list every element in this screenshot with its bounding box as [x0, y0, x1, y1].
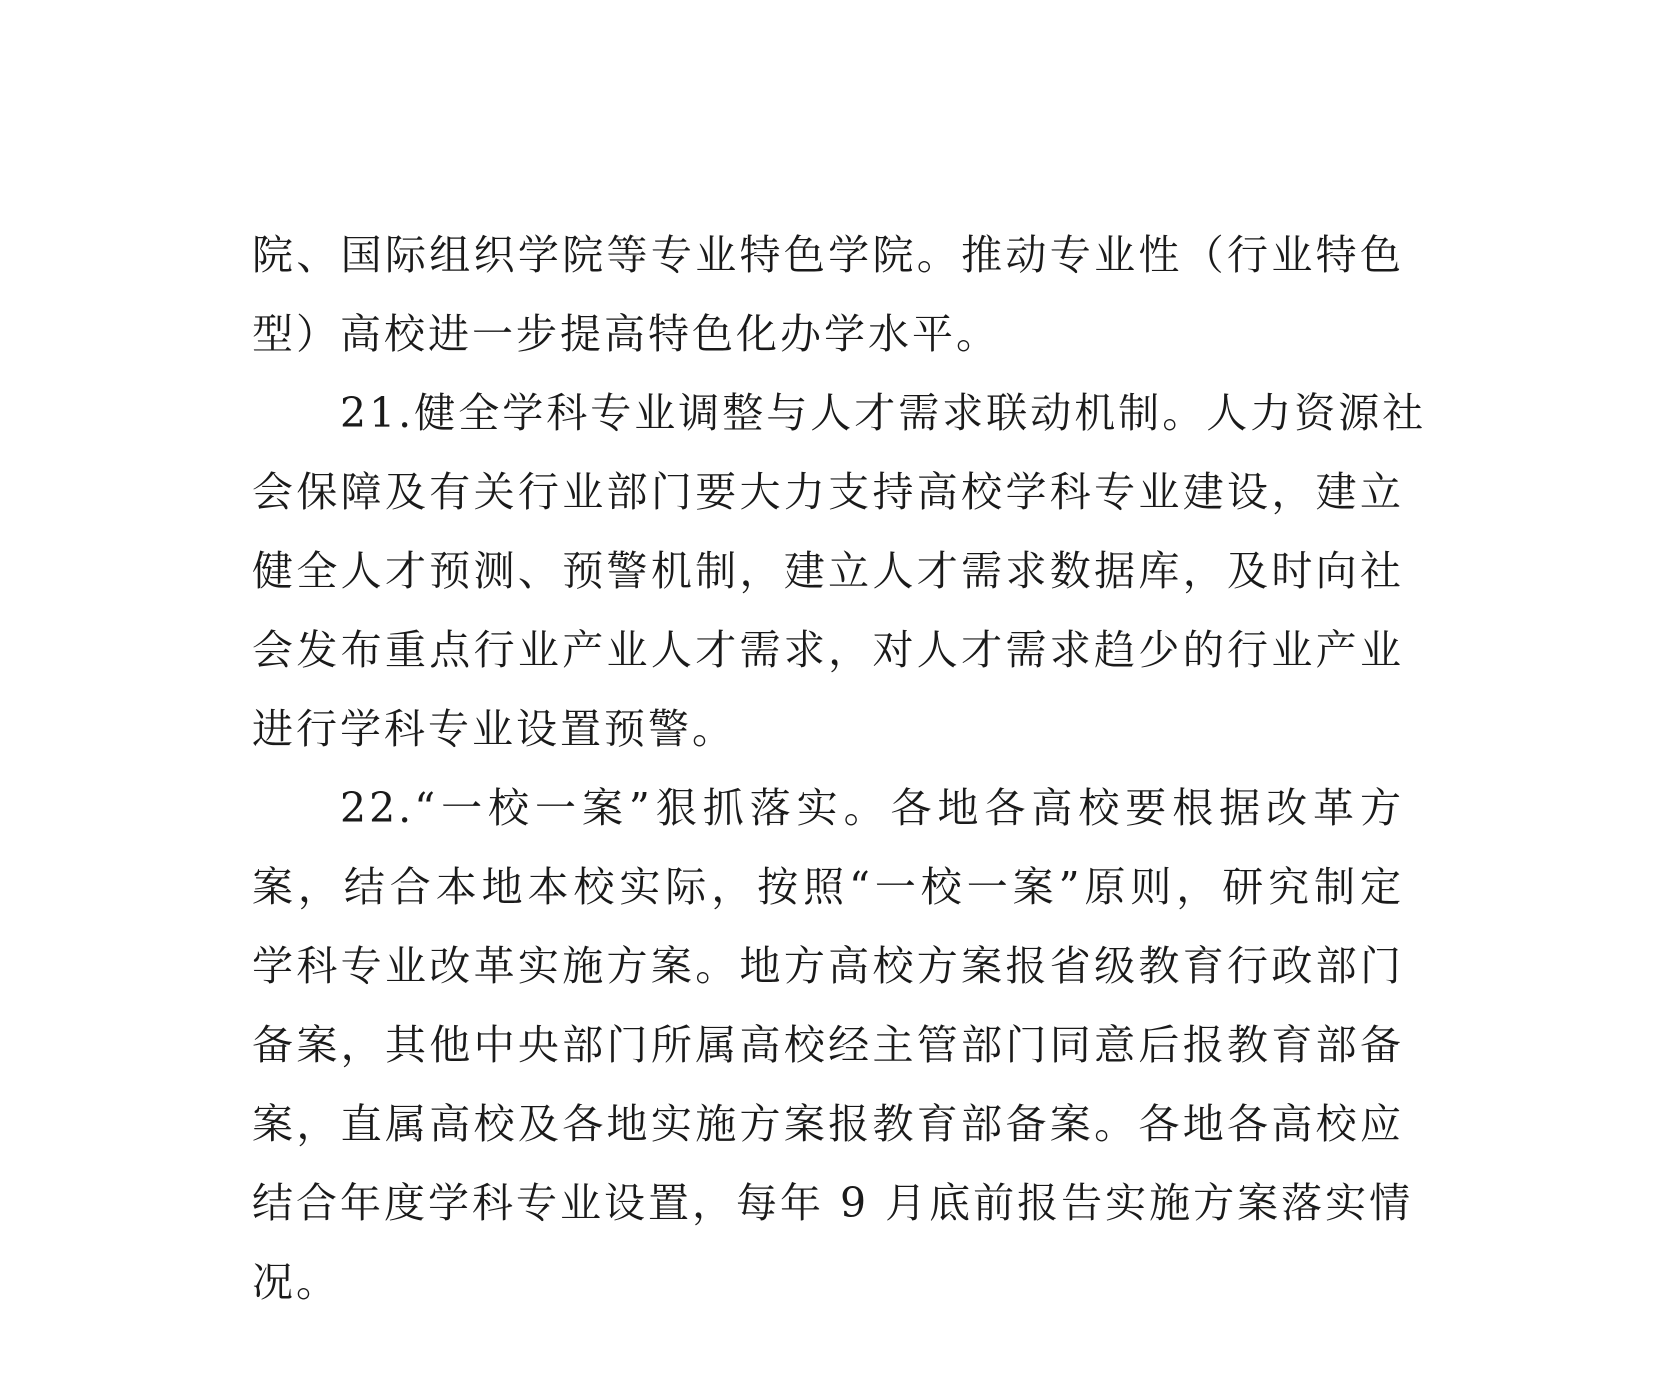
- text-line: 院、国际组织学院等专业特色学院。推动专业性（行业特色: [252, 231, 1404, 279]
- text-line: 备案，其他中央部门所属高校经主管部门同意后报教育部备: [252, 1021, 1404, 1069]
- text-line: 型）高校进一步提高特色化办学水平。: [252, 310, 1000, 358]
- text-line: 22.“一校一案”狠抓落实。各地各高校要根据改革方: [340, 784, 1404, 832]
- text-line: 案，结合本地本校实际，按照“一校一案”原则，研究制定: [252, 863, 1404, 911]
- text-line: 会发布重点行业产业人才需求，对人才需求趋少的行业产业: [252, 626, 1404, 674]
- body-text: [252, 216, 1427, 1322]
- text-line: 结合年度学科专业设置，每年 9 月底前报告实施方案落实情: [252, 1179, 1414, 1227]
- text-line: 健全人才预测、预警机制，建立人才需求数据库，及时向社: [252, 547, 1404, 595]
- text-line: 会保障及有关行业部门要大力支持高校学科专业建设，建立: [252, 468, 1404, 516]
- text-line: 21.健全学科专业调整与人才需求联动机制。人力资源社: [340, 389, 1427, 437]
- text-line: 况。: [252, 1258, 340, 1306]
- text-line: 案，直属高校及各地实施方案报教育部备案。各地各高校应: [252, 1100, 1404, 1148]
- paragraph-continued: [252, 216, 1404, 374]
- paragraph-21: [252, 374, 1427, 769]
- paragraph-22: [252, 769, 1414, 1322]
- text-line: 学科专业改革实施方案。地方高校方案报省级教育行政部门: [252, 942, 1404, 990]
- text-line: 进行学科专业设置预警。: [252, 705, 736, 753]
